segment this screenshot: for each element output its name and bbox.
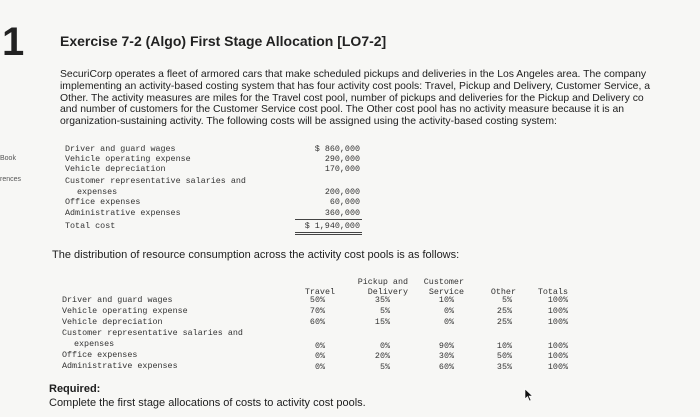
dist-cell: 100% [547,317,568,327]
sidebar-item-book[interactable]: Book [0,155,16,162]
cost-row-value: 60,000 [329,197,360,207]
dist-cell: 15% [374,317,390,327]
dist-cell: 30% [438,351,454,361]
cost-row-label: Vehicle operating expense [65,154,191,164]
cost-row-value: $ 1,940,000 [304,221,360,231]
dist-cell: 35% [374,295,390,305]
dist-cell: 0% [443,306,454,316]
dist-cell: 70% [309,306,325,316]
mouse-pointer-icon [524,388,534,407]
dist-row-label: Vehicle operating expense [62,306,188,316]
cost-row-value: 170,000 [324,164,360,174]
total-double-rule [295,232,362,233]
dist-cell: 100% [547,341,568,351]
dist-cell: 0% [379,341,390,351]
intro-line: SecuriCorp operates a fleet of armored cars that make scheduled pickups and deliveries in the Los Angeles area. The company [60,69,647,80]
dist-cell: 0% [314,351,325,361]
cost-row-label: Vehicle depreciation [65,164,166,174]
dist-cell: 50% [309,295,325,305]
dist-row-label: Customer representative salaries and [62,328,243,338]
dist-cell: 25% [496,317,512,327]
cost-row-value: 200,000 [324,187,360,197]
sidebar-item-references[interactable]: rences [0,176,22,183]
dist-cell: 0% [314,362,325,372]
question-number: 1 [2,20,25,64]
cost-row-label: Driver and guard wages [65,144,176,154]
intro-paragraph [60,69,700,128]
dist-cell: 5% [379,362,390,372]
dist-row-label: Office expenses [62,350,138,360]
header-other: Other [490,287,516,297]
dist-cell: 25% [496,306,512,316]
dist-cell: 60% [438,362,454,372]
dist-cell: 5% [379,306,390,316]
subtotal-rule [295,219,362,220]
cost-row-value: 360,000 [324,208,360,218]
cost-row-label: Administrative expenses [65,208,181,218]
dist-cell: 90% [438,341,454,351]
dist-cell: 100% [547,306,568,316]
dist-cell: 10% [496,341,512,351]
intro-line: implementing an activity-based costing system that has four activity cost pools: Travel, Pickup and Delivery, Customer Service, a [60,80,651,92]
header-travel: Travel [304,287,335,297]
intro-line: Other. The activity measures are miles for the Travel cost pool, number of pickups and deliveries for the Pickup and Delivery co [60,92,644,104]
dist-cell: 10% [438,295,454,305]
dist-cell: 100% [547,351,568,361]
header-customer-service: Customer Service [423,277,464,297]
dist-cell: 100% [547,362,568,372]
dist-row-label: Driver and guard wages [62,295,173,305]
cost-row-value: 290,000 [324,154,360,164]
dist-cell: 0% [314,341,325,351]
header-totals: Totals [537,287,568,297]
cost-row-value: $ 860,000 [314,144,360,154]
exercise-title: Exercise 7-2 (Algo) First Stage Allocation [LO7-2] [60,33,387,49]
distribution-intro: The distribution of resource consumption across the activity cost pools is as follows: [52,249,460,261]
dist-row-label: expenses [74,339,115,349]
dist-cell: 0% [443,317,454,327]
cost-row-label: Office expenses [65,197,141,207]
header-pickup-delivery: Pickup and Delivery [357,277,408,297]
dist-cell: 20% [374,351,390,361]
dist-cell: 100% [547,295,568,305]
intro-line: organization-sustaining activity. The following costs will be assigned using the activity-based costing system: [60,116,557,128]
dist-cell: 5% [501,295,512,305]
dist-row-label: Administrative expenses [62,361,178,371]
dist-cell: 50% [496,351,512,361]
dist-row-label: Vehicle depreciation [62,317,163,327]
cost-row-label: Customer representative salaries and [65,176,246,186]
dist-cell: 35% [496,362,512,372]
cost-row-label: expenses [77,187,118,197]
intro-line: and number of customers for the Customer Service cost pool. The Other cost pool has no activity measure because it is an [60,104,625,116]
cost-row-label: Total cost [65,221,116,231]
total-double-rule [295,234,362,235]
required-instruction: Complete the first stage allocations of costs to activity cost pools. [49,397,366,409]
dist-cell: 60% [309,317,325,327]
required-heading: Required: [49,383,101,395]
